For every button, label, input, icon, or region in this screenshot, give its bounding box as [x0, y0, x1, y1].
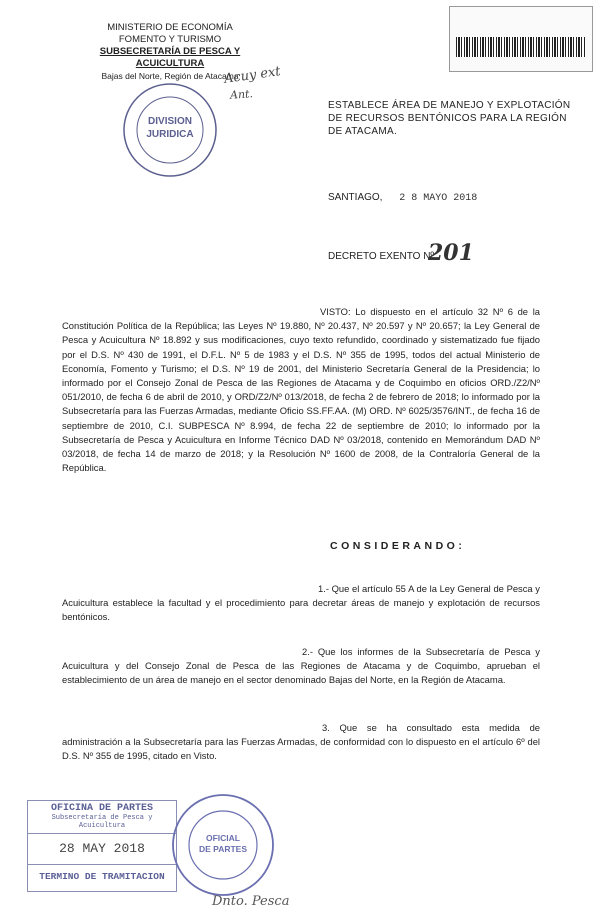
stamp-subtitle: Subsecretaría de Pesca y Acuicultura	[51, 814, 153, 830]
round-stamp-line2: DE PARTES	[198, 844, 248, 854]
date-line	[328, 192, 477, 204]
stamp-division-line1: DIVISION	[148, 116, 192, 127]
considerando-heading: CONSIDERANDO:	[330, 540, 466, 552]
handwritten-note-1: Acuy ext	[223, 64, 282, 87]
stamp-division-line2: JURIDICA	[146, 129, 194, 140]
stamp-footer: TERMINO DE TRAMITACION	[39, 871, 165, 882]
round-stamp-line1: OFICIAL	[206, 833, 240, 843]
date-stamp-value: 2 8 MAYO 2018	[399, 193, 478, 204]
stamp-title: OFICINA DE PARTES	[50, 803, 154, 814]
considerando-2: 2.- Que los informes de la Subsecretaría de Pesca y Acuicultura y del Consejo Zonal de Pesca de las Regiones de Atacama y de Coquimbo, aprueban el establecimiento de un área de manejo en el sector denominado Bajas del Norte, en la Región de Atacama.	[62, 646, 540, 686]
barcode-bars	[456, 37, 586, 57]
handwritten-note-2: Ant.	[229, 87, 254, 102]
decree-label: DECRETO EXENTO Nº	[328, 251, 435, 262]
visto-paragraph: VISTO: Lo dispuesto en el artículo 32 Nº 6 de la Constitución Política de la República; las Leyes Nº 19.880, Nº 20.437, Nº 20.597 y Nº 20.657; la Ley General de Pesca y Acuicultura Nº 18.892 y sus modificaciones, cuyo texto refundido, coordinado y sistematizado fue fijado por el D.S. Nº 430 de 1991, el D.F.L. Nº 5 de 1983 y el D.S. Nº 355 de 1995, todos del actual Ministerio de Economía, Fomento y Turismo; el D.S. Nº 19 de 2001, del Ministerio Secretaría General de la Presidencia; lo informado por el Consejo Zonal de Pesca de las Regiones de Atacama y de Coquimbo en oficios ORD./Z2/Nº 051/2010, de fecha 6 de abril de 2010, y ORD/Z2/Nº 013/2018, de fecha 2 de febrero de 2018; lo informado por la Subsecretaría para las Fuerzas Armadas, mediante Oficio SS.FF.AA. (M) ORD. Nº 6025/3576/INT., de fecha 16 de septiembre de 2010, C.I. SUBPESCA Nº 8.994, de fecha 22 de septiembre de 2010; lo informado por la Subsecretaría de Pesca y Acuicultura en Informe Técnico DAD Nº 03/2018, contenido en Memorándum DAD Nº 03/2018, de fecha 14 de marzo de 2018; y la Resolución Nº 1600 de 2008, de la Contraloría General de la República.	[62, 306, 540, 474]
round-stamp-center	[192, 833, 254, 855]
stamp-date: 28 MAY 2018	[28, 834, 176, 865]
handwritten-signature: Dnto. Pesca	[212, 894, 290, 909]
header-line1: MINISTERIO DE ECONOMÍA	[107, 22, 233, 33]
date-label: SANTIAGO,	[328, 192, 383, 203]
decree-number: 201	[428, 240, 474, 266]
oficina-partes-stamp	[27, 800, 177, 892]
header-line3: Bajas del Norte, Región de Atacama	[101, 71, 239, 81]
decree-title: ESTABLECE ÁREA DE MANEJO Y EXPLOTACIÓN DE RECURSOS BENTÓNICOS PARA LA REGIÓN DE ATACAMA.	[328, 100, 571, 137]
barcode-label	[449, 6, 593, 72]
stamp-header-row	[28, 801, 176, 834]
division-juridica-text	[145, 115, 195, 141]
considerando-1: 1.- Que el artículo 55 A de la Ley General de Pesca y Acuicultura establece la facultad y el procedimiento para decretar áreas de manejo y explotación de recursos bentónicos.	[62, 583, 540, 623]
header-line2: SUBSECRETARÍA DE PESCA Y ACUICULTURA	[99, 46, 241, 69]
decree-number-line	[328, 251, 434, 262]
considerando-3: 3. Que se ha consultado esta medida de administración a la Subsecretaría para las Fuerzas Armadas, de conformidad con lo dispuesto en el artículo 6º del D.S. Nº 355 de 1995, citado en Visto.	[62, 722, 540, 762]
header-line1b: FOMENTO Y TURISMO	[118, 34, 222, 45]
